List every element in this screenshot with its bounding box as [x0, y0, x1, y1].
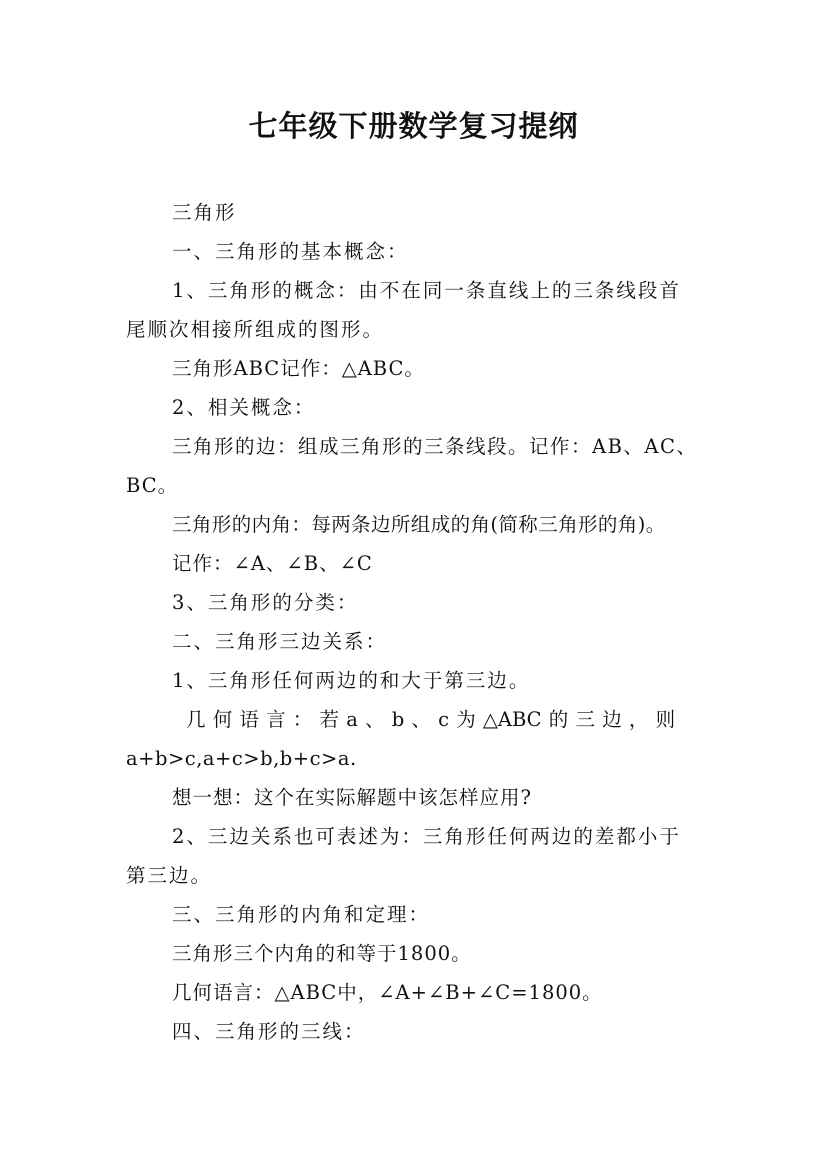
paragraph-line: 几 何 语 言 ： 若 a 、 b 、 c 为 △ABC 的 三 边 ， 则: [186, 708, 676, 731]
subsection-heading: 二、三角形三边关系：: [172, 630, 388, 653]
subsection-heading: 一、三角形的基本概念：: [172, 240, 409, 263]
paragraph-line: 记作：∠A、∠B、∠C: [172, 552, 373, 575]
section-heading: 三角形: [172, 201, 237, 224]
paragraph-line: 三角形的内角：每两条边所组成的角(简称三角形的角)。: [172, 513, 666, 536]
paragraph-line: 几何语言：△ABC中，∠A+∠B+∠C=1800。: [172, 981, 603, 1004]
paragraph-line: 1、三角形的概念：由不在同一条直线上的三条线段首: [172, 279, 681, 302]
paragraph-line: a+b>c,a+c>b,b+c>a.: [126, 747, 357, 770]
paragraph-line: 1、三角形任何两边的和大于第三边。: [172, 669, 531, 692]
paragraph-line: 3、三角形的分类：: [172, 591, 359, 614]
paragraph-line: 2、三边关系也可表述为：三角形任何两边的差都小于: [172, 825, 681, 848]
subsection-heading: 四、三角形的三线：: [172, 1020, 366, 1043]
subsection-heading: 三、三角形的内角和定理：: [172, 903, 431, 926]
paragraph-line: 三角形三个内角的和等于1800。: [172, 942, 472, 965]
paragraph-line: BC。: [126, 474, 179, 497]
paragraph-line: 想一想：这个在实际解题中该怎样应用?: [172, 786, 532, 809]
paragraph-line: 三角形的边：组成三角形的三条线段。记作：AB、AC、: [172, 435, 698, 458]
paragraph-line: 2、相关概念：: [172, 396, 316, 419]
document-title: 七年级下册数学复习提纲: [248, 109, 579, 143]
paragraph-line: 尾顺次相接所组成的图形。: [126, 318, 385, 341]
paragraph-line: 第三边。: [126, 864, 213, 887]
paragraph-line: 三角形ABC记作：△ABC。: [172, 357, 425, 380]
